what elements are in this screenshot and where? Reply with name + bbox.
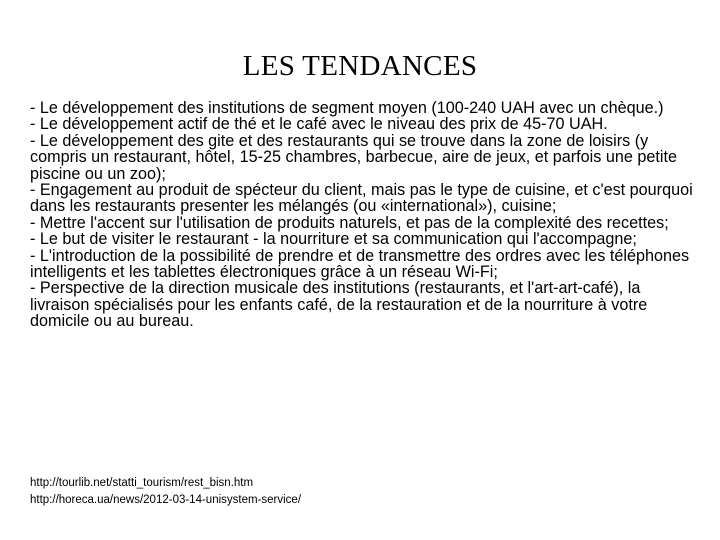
source-links xyxy=(30,475,695,509)
bullet-item: - L'introduction de la possibilité de prendre et de transmettre des ordres avec les téléphones intelligents et les tablettes électroniques grâce à un réseau Wi-Fi; xyxy=(30,246,690,282)
slide-title: LES TENDANCES xyxy=(242,50,478,82)
bullet-item: - Perspective de la direction musicale des institutions (restaurants, et l'art-art-café), la livraison spécialisés pour les enfants café, de la restauration et de la nourriture à votre domicile ou au bureau. xyxy=(30,279,648,331)
source-link[interactable]: http://tourlib.net/statti_tourism/rest_bisn.htm xyxy=(30,477,254,489)
bullet-item: - Le développement des institutions de segment moyen (100-240 UAH avec un chèque.) xyxy=(30,99,664,117)
bullet-item: - Le développement des gite et des restaurants qui se trouve dans la zone de loisirs (y compris un restaurant, hôtel, 15-25 chambres, barbecue, aire de jeux, et parfois une petite piscine ou un zoo); xyxy=(30,131,677,183)
bullet-item: - Le but de visiter le restaurant - la nourriture et sa communication qui l'accompagne; xyxy=(30,230,637,249)
bullet-item: - Le développement actif de thé et le café avec le niveau des prix de 45-70 UAH. xyxy=(30,115,608,134)
bullet-list xyxy=(30,100,695,330)
source-link[interactable]: http://horeca.ua/news/2012-03-14-unisystem-service/ xyxy=(30,494,302,506)
bullet-item: - Engagement au produit de spécteur du client, mais pas le type de cuisine, et c'est pourquoi dans les restaurants presenter les mélangés (ou «international»), cuisine; xyxy=(30,181,693,216)
bullet-item: - Mettre l'accent sur l'utilisation de produits naturels, et pas de la complexité des recettes; xyxy=(30,213,669,232)
